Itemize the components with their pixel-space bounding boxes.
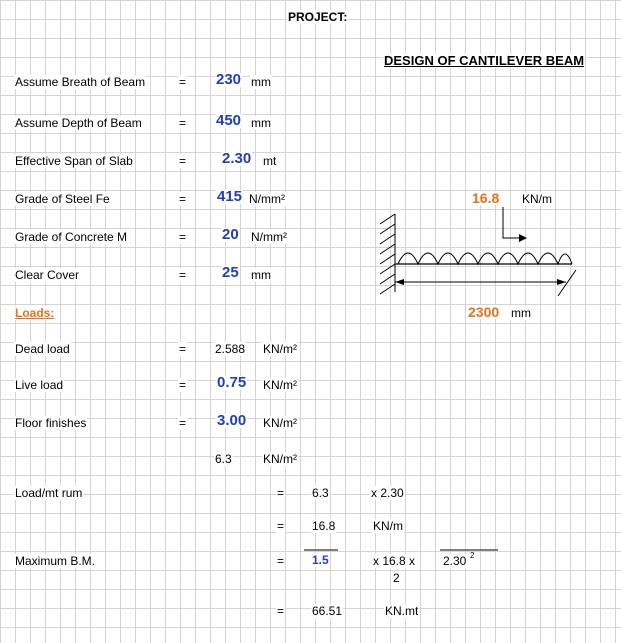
load-result-unit: KN/m: [373, 519, 403, 533]
udl-load-arcs: [398, 253, 572, 264]
label-floor-finishes: Floor finishes: [15, 416, 87, 430]
unit-concrete: N/mm²: [251, 230, 287, 244]
load-per-mt-value: 6.3: [312, 486, 329, 500]
load-arrow: [503, 207, 521, 238]
unit-steel: N/mm²: [249, 192, 285, 206]
eq-live-load: =: [179, 378, 187, 392]
diagram-load-value: 16.8: [472, 190, 500, 206]
diagram-span-value: 2300: [468, 304, 500, 320]
unit-depth: mm: [251, 116, 271, 130]
unit-span: mt: [263, 154, 277, 168]
eq-steel: =: [179, 192, 187, 206]
eq-bm-result: =: [277, 604, 285, 618]
unit-breadth: mm: [251, 75, 271, 89]
diagram-span-unit: mm: [511, 306, 531, 320]
unit-cover: mm: [251, 268, 271, 282]
value-concrete[interactable]: 20: [222, 226, 239, 243]
label-steel: Grade of Steel Fe: [15, 192, 110, 206]
bm-result-value: 66.51: [312, 604, 343, 618]
design-title: DESIGN OF CANTILEVER BEAM: [384, 53, 585, 68]
eq-dead-load: =: [179, 342, 187, 356]
total-load-value: 6.3: [215, 452, 232, 466]
bm-factor[interactable]: 1.5: [312, 553, 329, 567]
label-concrete: Grade of Concrete M: [15, 230, 128, 244]
label-max-bm: Maximum B.M.: [15, 554, 96, 568]
eq-breadth: =: [179, 75, 187, 89]
fixed-support-hatch: [380, 214, 395, 294]
total-load-unit: KN/m²: [263, 452, 297, 466]
unit-dead-load: KN/m²: [263, 342, 297, 356]
unit-floor-finishes: KN/m²: [263, 416, 297, 430]
diagram-load-unit: KN/m: [522, 192, 552, 206]
project-label: PROJECT:: [288, 10, 348, 24]
bm-mult: x 16.8 x: [373, 554, 416, 568]
eq-concrete: =: [179, 230, 187, 244]
bm-denominator: 2: [393, 571, 400, 585]
label-cover: Clear Cover: [15, 268, 80, 282]
unit-live-load: KN/m²: [263, 378, 297, 392]
value-breadth[interactable]: 230: [216, 71, 242, 88]
label-depth: Assume Depth of Beam: [15, 116, 142, 130]
label-dead-load: Dead load: [15, 342, 70, 356]
eq-floor-finishes: =: [179, 416, 187, 430]
bm-span-exponent: 2: [470, 551, 475, 560]
eq-load-result: =: [277, 519, 285, 533]
value-dead-load: 2.588: [215, 342, 246, 356]
label-load-per-mt: Load/mt rum: [15, 486, 83, 500]
eq-depth: =: [179, 116, 187, 130]
bm-span: 2.30: [443, 554, 467, 568]
value-live-load[interactable]: 0.75: [217, 374, 247, 391]
value-steel[interactable]: 415: [217, 188, 243, 205]
value-depth[interactable]: 450: [216, 112, 242, 129]
label-span: Effective Span of Slab: [15, 154, 133, 168]
value-span[interactable]: 2.30: [222, 150, 252, 167]
eq-load-per-mt: =: [277, 486, 285, 500]
eq-cover: =: [179, 268, 187, 282]
load-result-value: 16.8: [312, 519, 336, 533]
load-arrowhead: [519, 234, 527, 242]
loads-heading: Loads:: [15, 306, 55, 320]
span-arrowhead-left: [395, 279, 404, 285]
value-floor-finishes[interactable]: 3.00: [217, 412, 247, 429]
eq-max-bm: =: [277, 554, 285, 568]
load-per-mt-mult: x 2.30: [371, 486, 404, 500]
span-arrowhead-right: [557, 279, 566, 285]
bm-result-unit: KN.mt: [385, 604, 419, 618]
label-breadth: Assume Breath of Beam: [15, 75, 146, 89]
label-live-load: Live load: [15, 378, 64, 392]
value-cover[interactable]: 25: [222, 264, 239, 281]
eq-span: =: [179, 154, 187, 168]
